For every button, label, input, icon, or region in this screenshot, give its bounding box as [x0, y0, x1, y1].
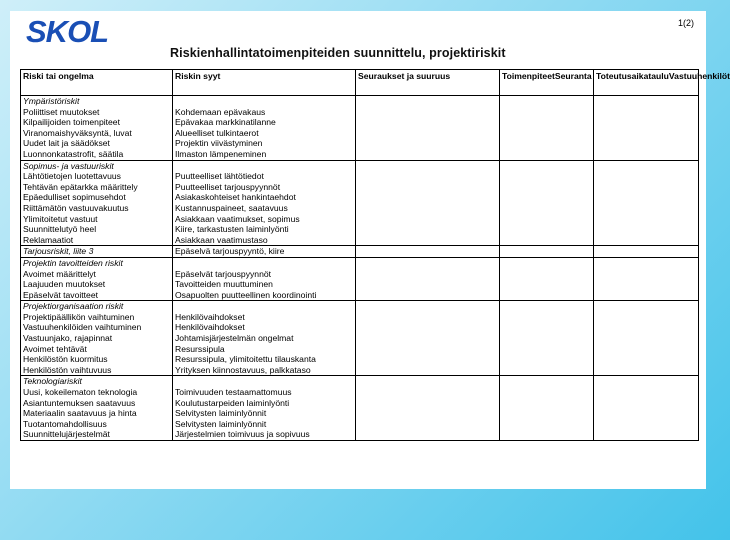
schedule-cell[interactable]	[594, 160, 699, 246]
skol-logo	[24, 13, 114, 47]
cause-cell	[173, 160, 356, 246]
cause-item: Selvitysten laiminlyönnit	[175, 408, 267, 419]
schedule-cell[interactable]	[594, 246, 699, 258]
risk-item: Uusi, kokeilematon teknologia	[23, 387, 138, 398]
column-header-actions	[500, 70, 594, 96]
risk-category: Projektin tavoitteiden riskit	[23, 257, 123, 268]
cause-spacer	[175, 258, 353, 269]
risk-item: Uudet lait ja säädökset	[23, 138, 110, 149]
risk-item: Lähtötietojen luotettavuus	[23, 171, 121, 182]
schedule-cell[interactable]	[594, 96, 699, 161]
action-cell[interactable]	[500, 246, 594, 258]
risk-item: Riittämätön vastuuvakuutus	[23, 202, 129, 213]
table-row	[21, 257, 699, 300]
document-page	[10, 11, 730, 489]
risk-category: Ympäristöriskit	[23, 96, 80, 106]
risk-item: Suunnittelujärjestelmät	[23, 429, 110, 440]
risk-item: Reklamaatiot	[23, 234, 74, 245]
cause-cell	[173, 257, 356, 300]
cause-cell	[173, 96, 356, 161]
column-header-consequences: Seuraukset ja suuruus	[356, 70, 500, 96]
cause-item: Resurssipula, ylimitoitettu tilauskanta	[175, 354, 316, 365]
risk-cell	[21, 257, 173, 300]
schedule-cell[interactable]	[594, 301, 699, 376]
cause-item: Johtamisjärjestelmän ongelmat	[175, 333, 294, 344]
risk-item: Epäselvät tavoitteet	[23, 289, 99, 300]
action-cell[interactable]	[500, 376, 594, 441]
table-row	[21, 376, 699, 441]
risk-item: Tehtävän epätarkka määrittely	[23, 181, 138, 192]
action-cell[interactable]	[500, 301, 594, 376]
risk-item: Tuotantomahdollisuus	[23, 418, 107, 429]
cause-item: Henkilövaihdokset	[175, 322, 245, 333]
table-row	[21, 160, 699, 246]
cause-item: Henkilövaihdokset	[175, 311, 245, 322]
risk-table	[20, 69, 730, 441]
cause-item: Epävakaa markkinatilanne	[175, 117, 276, 128]
risk-cell	[21, 246, 173, 258]
risk-item: Henkilöstön kuormitus	[23, 354, 108, 365]
cause-item: Asiakkaan vaatimukset, sopimus	[175, 213, 300, 224]
cause-item: Tavoitteiden muuttuminen	[175, 279, 273, 290]
cause-cell	[173, 376, 356, 441]
cause-spacer	[175, 301, 353, 312]
risk-item: Henkilöstön vaihtuvuus	[23, 364, 112, 375]
cause-item: Asiakaskohteiset hankintaehdot	[175, 192, 296, 203]
svg-text:SKOL: SKOL	[26, 14, 109, 49]
column-header-causes: Riskin syyt	[173, 70, 356, 96]
cause-cell	[173, 246, 356, 258]
cause-item: Asiakkaan vaatimustaso	[175, 234, 268, 245]
risk-item: Asiantuntemuksen saatavuus	[23, 397, 136, 408]
risk-category: Sopimus- ja vastuuriskit	[23, 160, 114, 171]
action-cell[interactable]	[500, 257, 594, 300]
header-line: Toteutusaikataulu	[596, 71, 669, 81]
consequence-cell[interactable]	[356, 257, 500, 300]
header-line: Seuranta	[554, 71, 592, 81]
risk-item: Kilpailijoiden toimenpiteet	[23, 117, 120, 128]
cause-item: Resurssipula	[175, 343, 225, 354]
risk-item: Luonnonkatastrofit, säätila	[23, 148, 124, 159]
risk-item: Vastuunjako, rajapinnat	[23, 333, 113, 344]
header-line: Toimenpiteet	[502, 71, 555, 81]
cause-item: Järjestelmien toimivuus ja sopivuus	[175, 429, 310, 440]
risk-category: Teknologiariskit	[23, 376, 82, 387]
schedule-cell[interactable]	[594, 257, 699, 300]
table-row	[21, 246, 699, 258]
cause-item: Toimivuuden testaamattomuus	[175, 387, 292, 398]
cause-item: Selvitysten laiminlyönnit	[175, 418, 267, 429]
consequence-cell[interactable]	[356, 246, 500, 258]
risk-item: Projektipäällikön vaihtuminen	[23, 311, 135, 322]
cause-item: Koulutustarpeiden laiminlyönti	[175, 397, 290, 408]
risk-cell	[21, 376, 173, 441]
column-header-schedule	[594, 70, 730, 96]
page-number: 1(2)	[677, 18, 694, 28]
consequence-cell[interactable]	[356, 376, 500, 441]
risk-item: Avoimet määrittelyt	[23, 268, 96, 279]
risk-item: Viranomaishyväksyntä, luvat	[23, 127, 132, 138]
risk-item: Avoimet tehtävät	[23, 343, 87, 354]
risk-cell	[21, 301, 173, 376]
cause-item: Kustannuspaineet, saatavuus	[175, 202, 288, 213]
column-header-risk: Riski tai ongelma	[21, 70, 173, 96]
action-cell[interactable]	[500, 160, 594, 246]
cause-item: Kohdemaan epävakaus	[175, 106, 266, 117]
risk-category: Projektiorganisaation riskit	[23, 301, 124, 312]
risk-item: Poliittiset muutokset	[23, 106, 100, 117]
cause-spacer	[175, 96, 353, 107]
consequence-cell[interactable]	[356, 96, 500, 161]
cause-item: Epäselvät tarjouspyynnöt	[175, 268, 272, 279]
risk-item: Materiaalin saatavuus ja hinta	[23, 408, 137, 419]
cause-item: Yrityksen kiinnostavuus, palkkataso	[175, 364, 311, 375]
cause-spacer	[175, 161, 353, 172]
risk-cell	[21, 160, 173, 246]
risk-item: Ylimitoitetut vastuut	[23, 213, 98, 224]
cause-item: Projektin viivästyminen	[175, 138, 263, 149]
cause-item: Alueelliset tulkintaerot	[175, 127, 259, 138]
risk-item: Laajuuden muutokset	[23, 279, 106, 290]
action-cell[interactable]	[500, 96, 594, 161]
cause-item: Osapuolten puutteellinen koordinointi	[175, 289, 317, 300]
table-header-row	[21, 70, 699, 96]
page-title: Riskienhallintatoimenpiteiden suunnittelu, projektiriskit	[170, 46, 506, 60]
risk-cell	[21, 96, 173, 161]
consequence-cell[interactable]	[356, 301, 500, 376]
cause-item: Puutteelliset lähtötiedot	[175, 171, 264, 182]
cause-cell	[173, 301, 356, 376]
cause-item: Kiire, tarkastusten laiminlyönti	[175, 224, 289, 235]
cause-item: Puutteelliset tarjouspyynnöt	[175, 181, 281, 192]
header-line: Vastuuhenkilöt	[668, 71, 730, 81]
cause-item: Ilmaston lämpeneminen	[175, 148, 267, 159]
cause-spacer	[175, 376, 353, 387]
risk-category: Tarjousriskit, liite 3	[23, 246, 94, 257]
risk-item: Suunnittelutyö heel	[23, 224, 97, 235]
risk-item: Vastuuhenkilöiden vaihtuminen	[23, 322, 142, 333]
cause-item: Epäselvä tarjouspyyntö, kiire	[175, 246, 285, 257]
table-row	[21, 96, 699, 161]
table-row	[21, 301, 699, 376]
risk-item: Epäedulliset sopimusehdot	[23, 192, 126, 203]
consequence-cell[interactable]	[356, 160, 500, 246]
schedule-cell[interactable]	[594, 376, 699, 441]
